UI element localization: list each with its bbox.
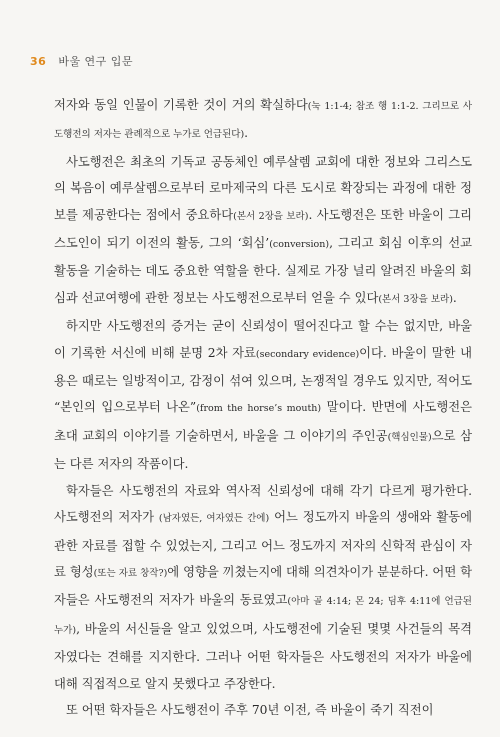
- text-segment: 이다. 바울이 말한 내용은 때로는 일방적이고, 감정이 섞여 있으며, 논쟁적일 경우도 있지만, 적어도 “본인의 입으로부터 나온”: [54, 345, 472, 415]
- english-gloss: (from the horse’s mouth): [196, 403, 322, 415]
- text-segment: .: [452, 290, 457, 305]
- citation-note: (본서 2장을 보라): [233, 210, 309, 222]
- english-gloss: (conversion): [269, 239, 330, 251]
- text-segment: , 바울의 서신들을 알고 있었으며, 사도행전에 기술된 몇몇 사건들의 목격자였다는 견해를 지지한다. 그러나 어떤 학자들은 사도행전의 저자가 바울에 대해 직접적으로 알지 못했다고 주장한다.: [54, 621, 472, 691]
- text-segment: 저자와 동일 인물이 기록한 것이 거의 확실하다: [54, 98, 308, 112]
- paragraph-4: [54, 478, 472, 697]
- text-segment: 에 영향을 끼쳤는지에 대해 의견차이가 분분하다. 어떤 학자들은 사도행전의 저자가 바울의 동료였고: [54, 564, 473, 608]
- gloss-note: (핵심인물): [387, 431, 432, 443]
- paragraph-2: [54, 149, 472, 313]
- paragraph-3: [54, 313, 472, 477]
- body-text: [54, 92, 472, 723]
- text-segment: 하지만 사도행전의 증거는 굳이 신뢰성이 떨어진다고 할 수는 없지만, 바울이 기록한 서신에 비해 분명 2차 자료: [54, 319, 472, 360]
- citation-note: (아마 골 4:14; 몬 24; 딤후 4:11에 언급된 누가): [54, 596, 472, 636]
- text-segment: 또 어떤 학자들은 사도행전이 주후 70년 이전, 즉 바울이 죽기 직전이: [66, 702, 434, 717]
- text-segment: 말이다. 반면에 사도행전은 초대 교회의 이야기를 기술하면서, 바울을 그 이야기의 주인공: [54, 400, 472, 443]
- aside-note: (남자였든, 여자였든 간에): [158, 513, 270, 525]
- paragraph-5: [54, 697, 472, 723]
- text-segment: . 사도행전은 또한 바울이 그리스도인이 되기 이전의 활동, 그의 ‘회심’: [54, 207, 472, 251]
- english-gloss: (secondary evidence): [255, 348, 360, 360]
- running-title: 바울 연구 입문: [58, 55, 134, 68]
- page-number: 36: [30, 55, 47, 68]
- text-segment: 사도행전은 최초의 기독교 공동체인 예루살렘 교회에 대한 정보와 그리스도의 복음이 예루살렘으로부터 로마제국의 다른 도시로 확장되는 과정에 대한 정보를 제공한다는 점에서 중요하다: [54, 154, 472, 222]
- page-header: [30, 53, 133, 69]
- text-segment: 학자들은 사도행전의 자료와 역사적 신뢰성에 대해 각기 다르게 평가한다. 사도행전의 저자가: [54, 483, 472, 525]
- paragraph-1: [54, 92, 472, 149]
- text-segment: .: [244, 126, 249, 141]
- text-segment: 어느 정도까지 바울의 생애와 활동에 관한 자료를 접할 수 있었는지, 그리고 어느 정도까지 저자의 신학적 관심이 자료 형성: [54, 510, 472, 579]
- citation-note: (본서 3장을 보라): [378, 293, 453, 305]
- citation-note: (눅 1:1-4; 참조 행 1:1-2. 그리므로 사도행전의 저자는 관례적으로 누가로 언급된다): [54, 101, 472, 141]
- text-segment: 으로 삼는 다른 저자의 작품이다.: [54, 428, 472, 472]
- aside-note: (또는 자료 창작?): [93, 567, 168, 579]
- text-segment: , 그리고 회심 이후의 선교활동을 기술하는 데도 중요한 역할을 한다. 실제로 가장 널리 알려진 바울의 회심과 선교여행에 관한 정보는 사도행전으로부터 얻을 수 있다: [54, 236, 472, 305]
